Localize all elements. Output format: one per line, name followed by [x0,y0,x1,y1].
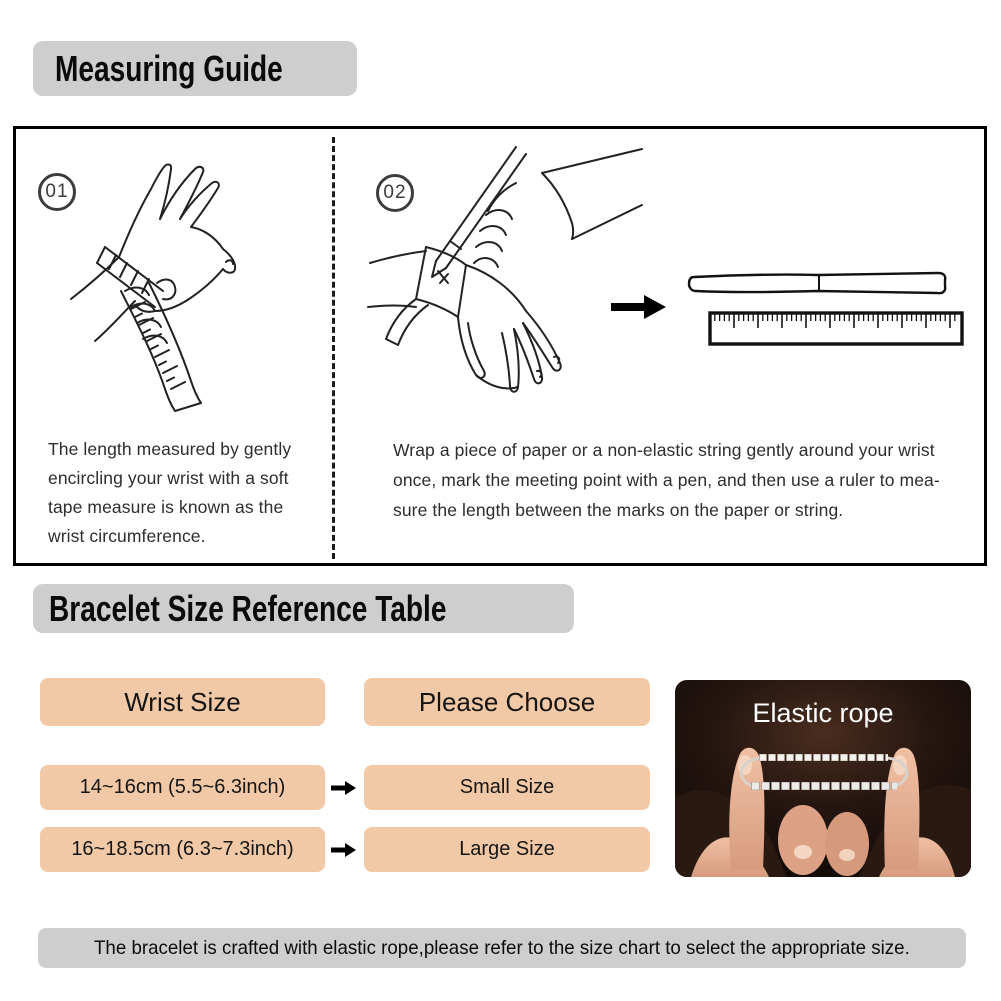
measuring-guide-heading [33,41,357,96]
step-02-caption [393,435,973,525]
wrist-size-header-label: Wrist Size [124,686,241,717]
arrow-right-icon [331,842,357,858]
measuring-guide-title: Measuring Guide [55,47,283,89]
paper-strip-illustration [686,267,952,299]
photo-label: Elastic rope [752,698,894,728]
wrist-size-value: 16~18.5cm (6.3~7.3inch) [71,838,294,860]
caption-line: encircling your wrist with a soft [48,468,289,488]
caption-line: Wrap a piece of paper or a non-elastic string gently around your wrist [393,440,935,460]
choose-size-cell-small [364,765,650,810]
wrist-size-value: 14~16cm (5.5~6.3inch) [79,776,286,798]
pen-marking-wrist-illustration [366,143,651,443]
ruler-illustration [708,311,964,347]
caption-line: The length measured by gently [48,439,292,459]
please-choose-header-cell [364,678,650,726]
footer-note-bar [38,928,966,968]
arrow-right-icon [331,780,357,796]
hand-tape-measure-illustration [61,141,306,433]
measuring-guide-box [13,126,987,566]
choose-size-cell-large [364,827,650,872]
bracelet-size-heading [33,584,574,633]
wrist-size-cell-large [40,827,325,872]
choose-size-value: Small Size [459,776,555,798]
caption-line: wrist circumference. [48,526,206,546]
caption-line: once, mark the meeting point with a pen, and then use a ruler to mea- [393,470,940,490]
choose-size-value: Large Size [459,838,555,860]
wrist-size-header-cell [40,678,325,726]
elastic-rope-photo [675,680,971,877]
please-choose-header-label: Please Choose [418,686,596,717]
wrist-size-cell-small [40,765,325,810]
arrow-right-icon [611,294,667,320]
step-01-number: 01 [45,181,69,202]
caption-line: tape measure is known as the [48,497,284,517]
step-01-caption [48,435,333,551]
caption-line: sure the length between the marks on the paper or string. [393,500,844,520]
footer-note: The bracelet is crafted with elastic rope,please refer to the size chart to select the appropriate size. [94,936,910,959]
bracelet-size-title: Bracelet Size Reference Table [49,587,447,629]
step-02-number: 02 [383,182,407,203]
